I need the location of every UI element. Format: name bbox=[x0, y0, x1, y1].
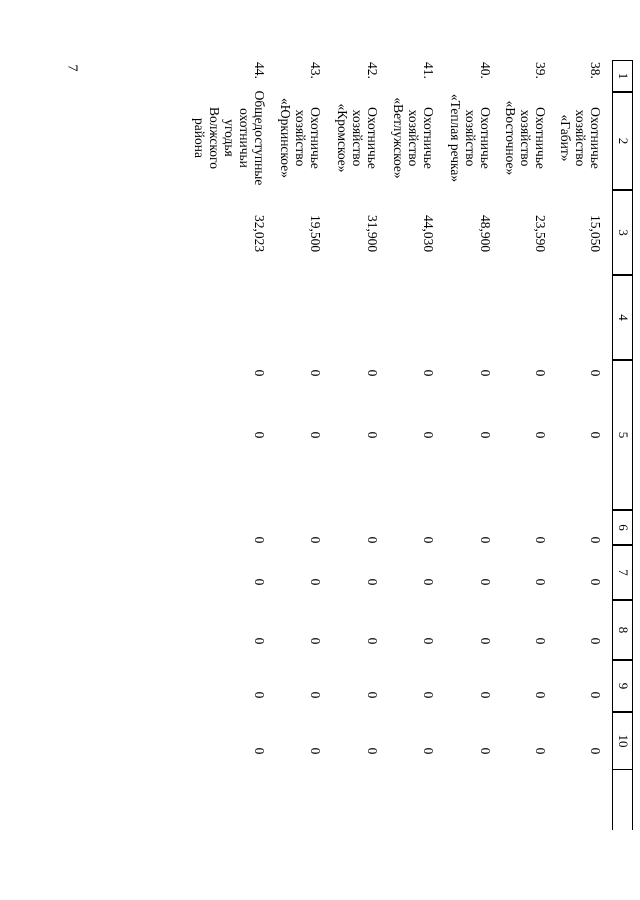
cell-c4: 0 bbox=[365, 369, 380, 377]
column-header-4: 4 bbox=[613, 275, 633, 360]
cell-c5: 0 bbox=[308, 431, 323, 439]
cell-c9: 0 bbox=[308, 691, 323, 699]
cell-num: 40. bbox=[478, 62, 493, 79]
cell-c10: 0 bbox=[421, 747, 436, 755]
cell-c7: 0 bbox=[365, 578, 380, 586]
cell-c8: 0 bbox=[365, 637, 380, 645]
cell-name: Охотничье хозяйство «Ветлужское» bbox=[391, 97, 436, 179]
cell-c6: 0 bbox=[421, 536, 436, 544]
cell-c6: 0 bbox=[308, 536, 323, 544]
column-header-10: 10 bbox=[613, 712, 633, 770]
cell-name: Охотничье хозяйство «Габит» bbox=[558, 107, 603, 169]
cell-c8: 0 bbox=[308, 637, 323, 645]
cell-name: Охотничье хозяйство «Восточное» bbox=[503, 100, 548, 176]
cell-c3: 15,050 bbox=[588, 215, 603, 253]
cell-c5: 0 bbox=[588, 431, 603, 439]
cell-c7: 0 bbox=[588, 578, 603, 586]
cell-c9: 0 bbox=[478, 691, 493, 699]
cell-c5: 0 bbox=[252, 431, 267, 439]
cell-c6: 0 bbox=[252, 536, 267, 544]
cell-c5: 0 bbox=[365, 431, 380, 439]
cell-c7: 0 bbox=[478, 578, 493, 586]
column-header-5: 5 bbox=[613, 360, 633, 510]
cell-c3: 44,030 bbox=[421, 215, 436, 253]
cell-c6: 0 bbox=[533, 536, 548, 544]
cell-c4: 0 bbox=[308, 369, 323, 377]
cell-c9: 0 bbox=[421, 691, 436, 699]
cell-c4: 0 bbox=[478, 369, 493, 377]
cell-c6: 0 bbox=[365, 536, 380, 544]
cell-c4: 0 bbox=[533, 369, 548, 377]
column-header-9: 9 bbox=[613, 660, 633, 712]
cell-c9: 0 bbox=[588, 691, 603, 699]
column-header-2: 2 bbox=[613, 92, 633, 190]
cell-c4: 0 bbox=[588, 369, 603, 377]
cell-c3: 32,023 bbox=[252, 215, 267, 253]
cell-name: Охотничье хозяйство «Теплая речка» bbox=[448, 93, 493, 183]
cell-c3: 48,900 bbox=[478, 215, 493, 253]
cell-c7: 0 bbox=[252, 578, 267, 586]
cell-num: 38. bbox=[588, 62, 603, 79]
column-header-6: 6 bbox=[613, 510, 633, 545]
cell-c4: 0 bbox=[421, 369, 436, 377]
column-header-8: 8 bbox=[613, 600, 633, 660]
column-header-7: 7 bbox=[613, 545, 633, 600]
cell-num: 39. bbox=[533, 62, 548, 79]
cell-c3: 31,900 bbox=[365, 215, 380, 253]
cell-c8: 0 bbox=[533, 637, 548, 645]
cell-num: 43. bbox=[308, 62, 323, 79]
page-number: 7 bbox=[64, 64, 80, 72]
cell-c10: 0 bbox=[533, 747, 548, 755]
cell-c10: 0 bbox=[478, 747, 493, 755]
cell-c3: 23,590 bbox=[533, 215, 548, 253]
cell-c5: 0 bbox=[421, 431, 436, 439]
cell-c10: 0 bbox=[365, 747, 380, 755]
cell-c5: 0 bbox=[533, 431, 548, 439]
cell-c9: 0 bbox=[533, 691, 548, 699]
cell-c9: 0 bbox=[252, 691, 267, 699]
cell-c10: 0 bbox=[252, 747, 267, 755]
cell-num: 44. bbox=[252, 62, 267, 79]
cell-c8: 0 bbox=[252, 637, 267, 645]
cell-c10: 0 bbox=[308, 747, 323, 755]
cell-c6: 0 bbox=[478, 536, 493, 544]
cell-num: 41. bbox=[421, 62, 436, 79]
cell-c4: 0 bbox=[252, 369, 267, 377]
cell-c7: 0 bbox=[308, 578, 323, 586]
cell-c3: 19,500 bbox=[308, 215, 323, 253]
cell-c8: 0 bbox=[478, 637, 493, 645]
cell-c10: 0 bbox=[588, 747, 603, 755]
cell-c7: 0 bbox=[533, 578, 548, 586]
cell-c9: 0 bbox=[365, 691, 380, 699]
cell-c8: 0 bbox=[421, 637, 436, 645]
cell-num: 42. bbox=[365, 62, 380, 79]
cell-name: Общедоступные охотничьи угодья Волжского района bbox=[192, 90, 267, 186]
cell-c5: 0 bbox=[478, 431, 493, 439]
cell-c8: 0 bbox=[588, 637, 603, 645]
cell-name: Охотничье хозяйство «Юркинское» bbox=[278, 98, 323, 178]
column-header-3: 3 bbox=[613, 190, 633, 275]
cell-c6: 0 bbox=[588, 536, 603, 544]
column-header-1: 1 bbox=[613, 60, 633, 92]
cell-name: Охотничье хозяйство «Кромское» bbox=[335, 103, 380, 173]
rotated-table bbox=[73, 0, 633, 840]
cell-c7: 0 bbox=[421, 578, 436, 586]
